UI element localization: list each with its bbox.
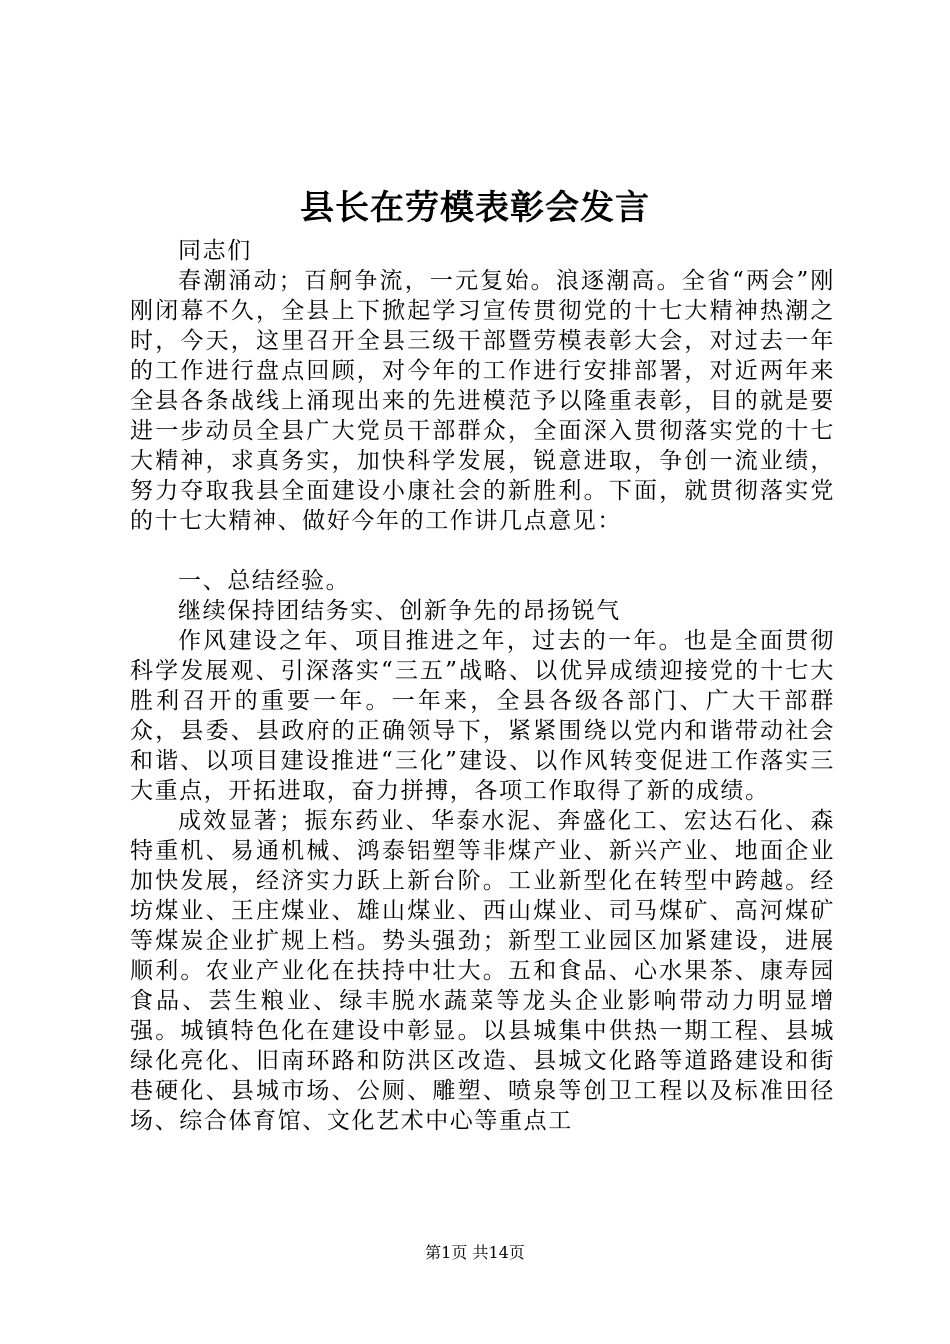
document-title: 县长在劳模表彰会发言 <box>300 188 650 228</box>
intro-paragraph: 春潮涌动；百舸争流，一元复始。浪逐潮高。全省“两会”刚刚闭幕不久，全县上下掀起学习宣传贯彻党的十七大精神热潮之时，今天，这里召开全县三级干部暨劳模表彰大会，对过去一年的工作进行盘点回顾，对今年的工作进行安排部署，对近两年来全县各条战线上涌现出来的先进模范予以隆重表彰，目的就是要进一步动员全县广大党员干部群众，全面深入贯彻落实党的十七大精神，求真务实，加快科学发展，锐意进取，争创一流业绩，努力夺取我县全面建设小康社会的新胜利。下面，就贯彻落实党的十七大精神、做好今年的工作讲几点意见： <box>130 268 835 534</box>
page-number-footer: 第1页 共14页 <box>425 1243 525 1262</box>
salutation-paragraph: 同志们 <box>178 238 252 264</box>
section-subheading: 继续保持团结务实、创新争先的昂扬锐气 <box>178 598 621 624</box>
section-heading: 一、总结经验。 <box>178 568 351 594</box>
body-paragraph: 作风建设之年、项目推进之年，过去的一年。也是全面贯彻科学发展观、引深落实“三五”战略、以优异成绩迎接党的十七大胜利召开的重要一年。一年来，全县各级各部门、广大干部群众，县委、县政府的正确领导下，紧紧围绕以党内和谐带动社会和谐、以项目建设推进“三化”建设、以作风转变促进工作落实三大重点，开拓进取，奋力拼搏，各项工作取得了新的成绩。 <box>130 628 835 804</box>
document-body <box>130 236 835 1136</box>
body-paragraph: 成效显著；振东药业、华泰水泥、奔盛化工、宏达石化、森特重机、易通机械、鸿泰铝塑等非煤产业、新兴产业、地面企业加快发展，经济实力跃上新台阶。工业新型化在转型中跨越。经坊煤业、王庄煤业、雄山煤业、西山煤业、司马煤矿、高河煤矿等煤炭企业扩规上档。势头强劲；新型工业园区加紧建设，进展顺利。农业产业化在扶持中壮大。五和食品、心水果茶、康寿园食品、芸生粮业、绿丰脱水蔬菜等龙头企业影响带动力明显增强。城镇特色化在建设中彰显。以县城集中供热一期工程、县城绿化亮化、旧南环路和防洪区改造、县城文化路等道路建设和街巷硬化、县城市场、公厕、雕塑、喷泉等创卫工程以及标准田径场、综合体育馆、文化艺术中心等重点工 <box>130 808 835 1134</box>
